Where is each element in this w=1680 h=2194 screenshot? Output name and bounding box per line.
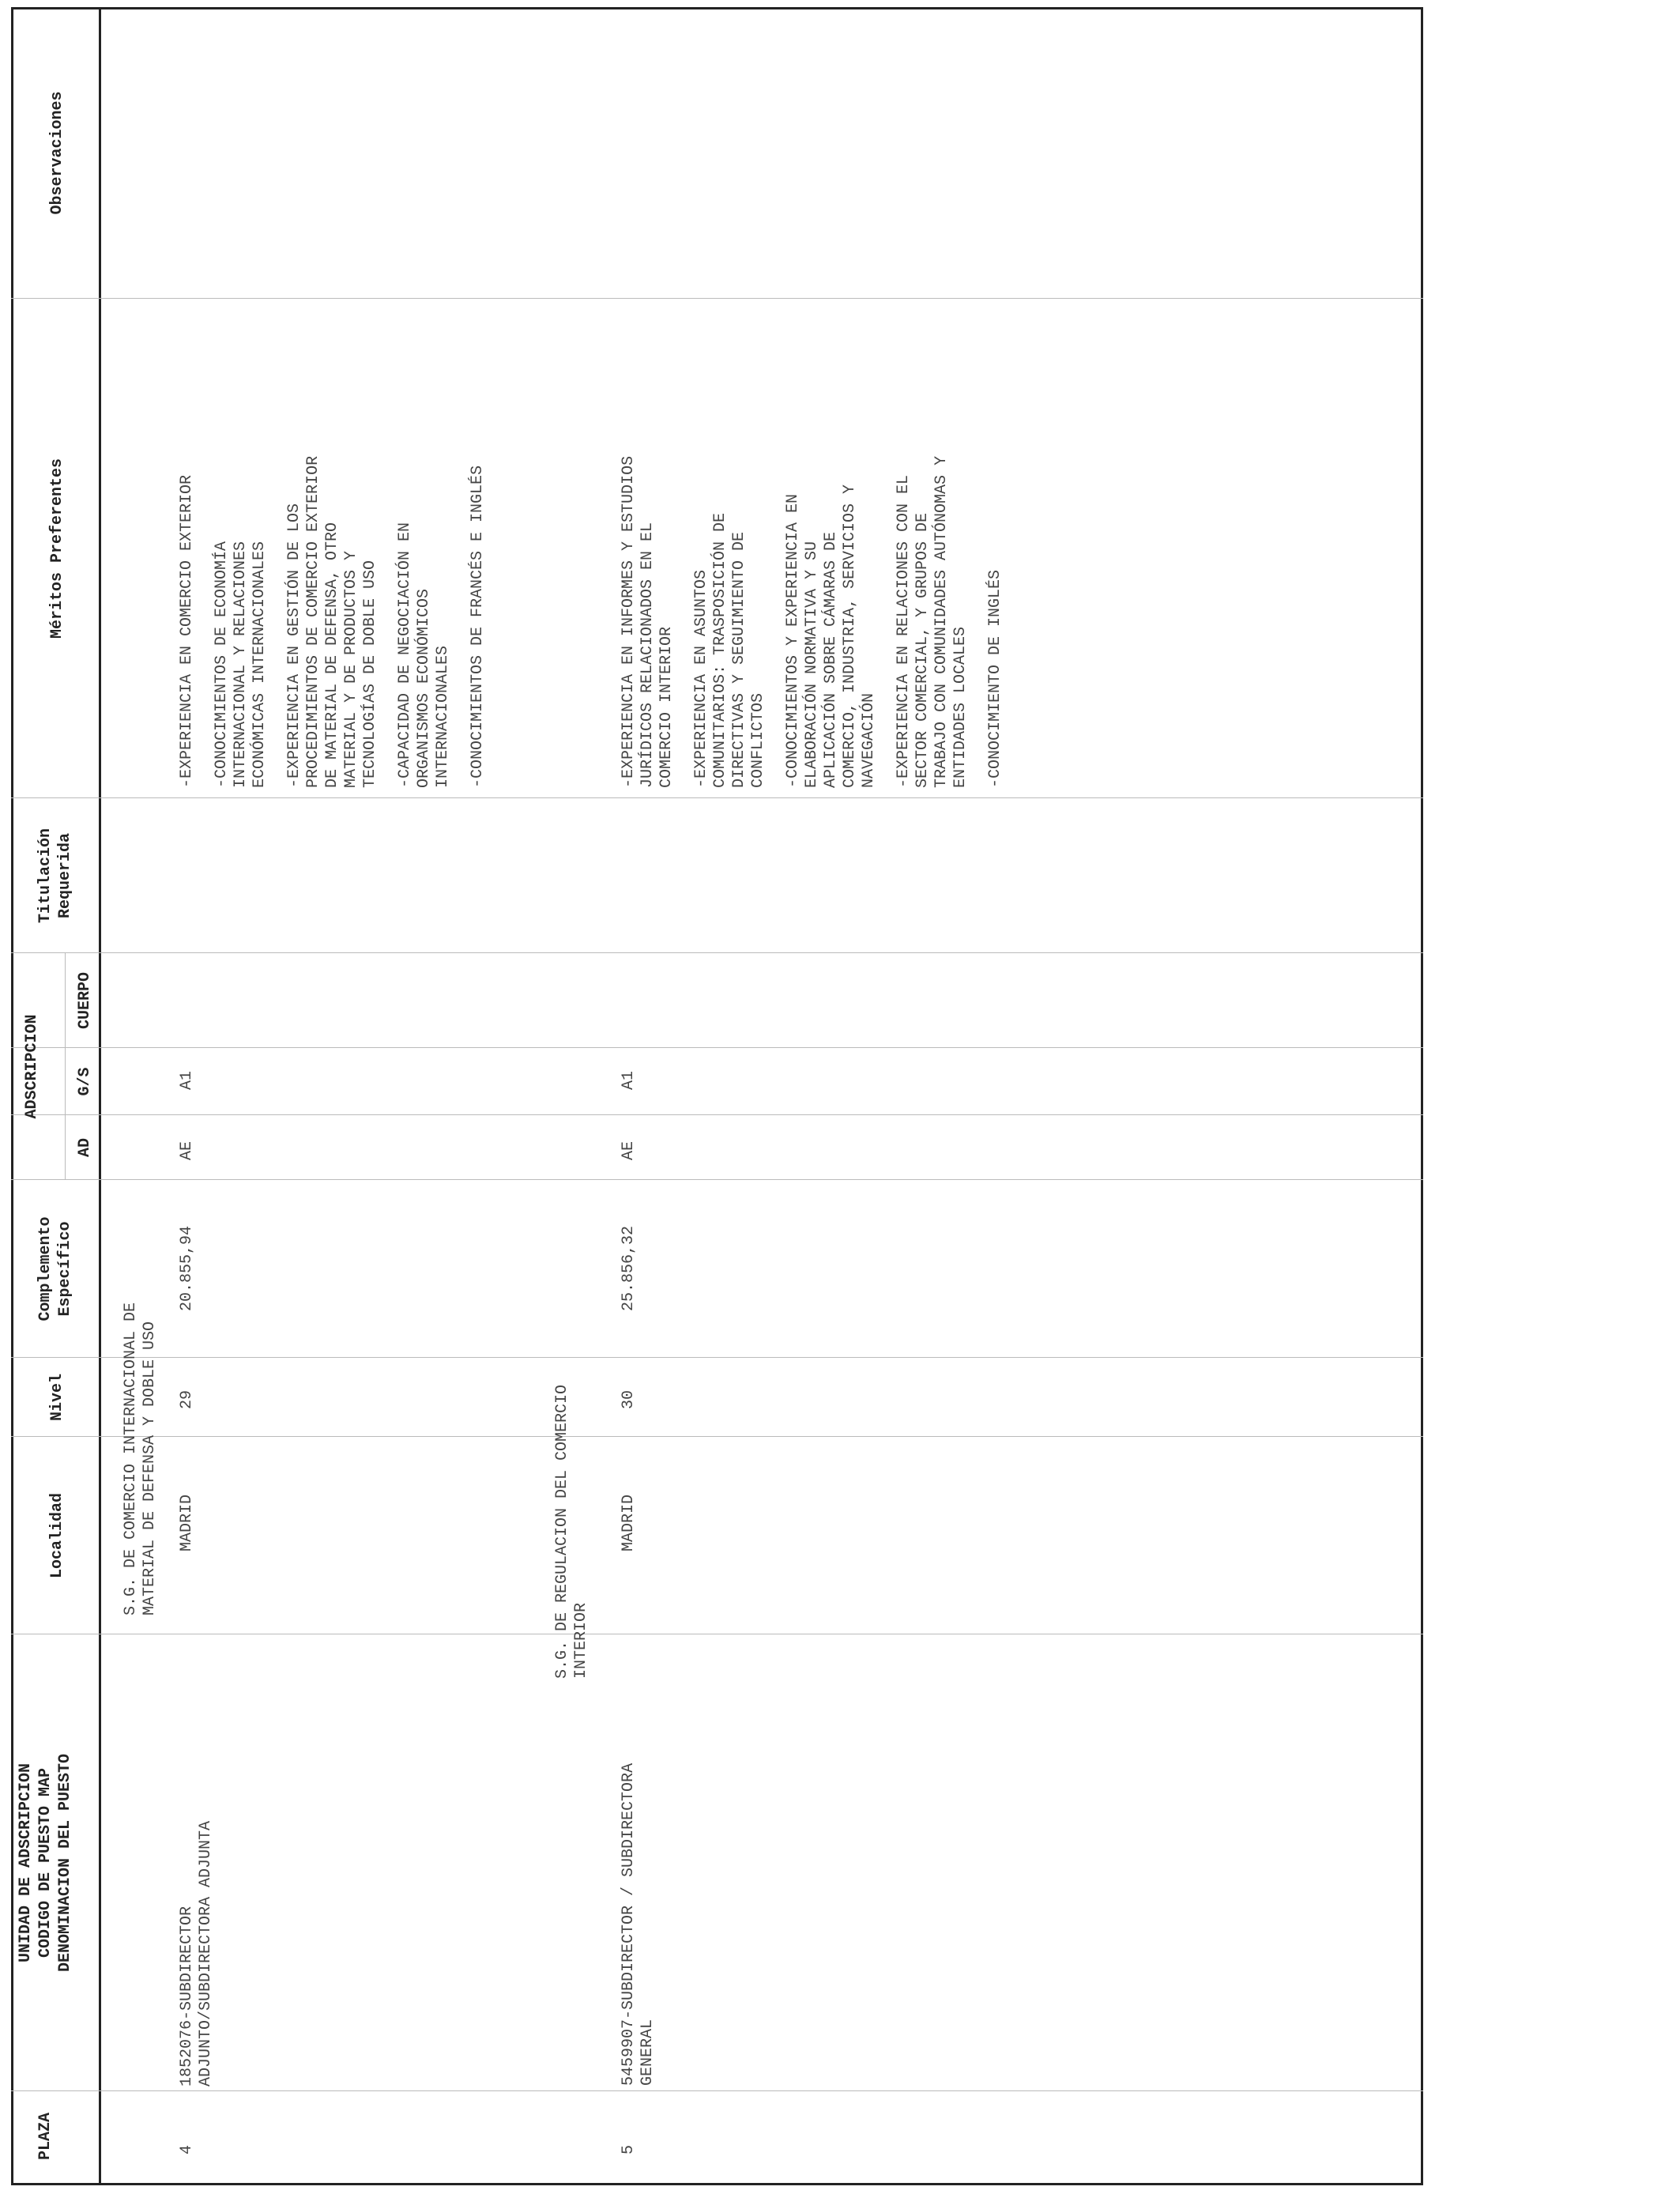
merito-item: -CONOCIMIENTOS DE FRANCÉS E INGLÉS [469, 465, 487, 788]
adscripcion-gs: A1 [178, 1070, 196, 1090]
header-gs: G/S [76, 1067, 94, 1096]
col-divider [11, 2090, 1423, 2091]
header-cuerpo: CUERPO [76, 972, 94, 1030]
merito-item: -EXPERIENCIA EN ASUNTOS COMUNITARIOS: TRASPOSICIÓN DE DIRECTIVAS Y SEGUIMIENTO DE CONFLICTOS [692, 512, 767, 788]
merito-item: -EXPERIENCIA EN COMERCIO EXTERIOR [178, 474, 196, 788]
header-nivel: Nivel [48, 1374, 66, 1422]
plaza-number: 4 [178, 2144, 196, 2154]
header-unidad: UNIDAD DE ADSCRIPCION CODIGO DE PUESTO MAP DENOMINACION DEL PUESTO [17, 1753, 74, 1973]
header-adscripcion: ADSCRIPCION [23, 1014, 41, 1119]
puesto-denominacion: 5459907-SUBDIRECTOR / SUBDIRECTORA GENERAL [620, 1762, 657, 2086]
adscripcion-divider [65, 953, 66, 1180]
merito-item: -CONOCIMIENTOS DE ECONOMÍA INTERNACIONAL Y RELACIONES ECONÓMICAS INTERNACIONALES [213, 541, 269, 788]
col-divider [11, 298, 1423, 299]
merito-item: -CONOCIMIENTOS Y EXPERIENCIA EN ELABORACIÓN NORMATIVA Y SU APLICACIÓN SOBRE CÁMARAS DE COMERCIO, INDUSTRIA, SERVICIOS Y NAVEGACIÓN [784, 484, 878, 788]
header-plaza: PLAZA [36, 2113, 55, 2161]
header-localidad: Localidad [48, 1492, 66, 1579]
header-meritos: Méritos Preferentes [48, 458, 66, 639]
header-titulacion: Titulación Requerida [36, 827, 74, 924]
localidad: MADRID [178, 1494, 196, 1551]
complemento-especifico: 25.856,32 [620, 1225, 638, 1311]
unit-name: S.G. DE REGULACION DEL COMERCIO INTERIOR [553, 1384, 590, 1679]
header-separator [99, 7, 101, 2185]
header-complemento: Complemento Específico [36, 1216, 74, 1321]
col-divider [11, 952, 1423, 953]
adscripcion-ad: AE [178, 1140, 196, 1160]
header-ad: AD [76, 1138, 94, 1158]
col-divider [11, 797, 1423, 798]
merito-item: -EXPERIENCIA EN RELACIONES CON EL SECTOR COMERCIAL, Y GRUPOS DE TRABAJO CON COMUNIDADES AUTÓNOMAS Y ENTIDADES LOCALES [895, 455, 970, 788]
meritos-list [178, 456, 503, 788]
nivel: 30 [620, 1389, 638, 1409]
nivel: 29 [178, 1389, 196, 1409]
header-observaciones: Observaciones [48, 91, 66, 215]
col-divider [11, 1436, 1423, 1437]
adscripcion-ad: AE [620, 1140, 638, 1160]
table-frame [11, 7, 1423, 2185]
merito-item: -CONOCIMIENTO DE INGLÉS [986, 569, 1004, 788]
unit-name: S.G. DE COMERCIO INTERNACIONAL DE MATERIAL DE DEFENSA Y DOBLE USO [122, 1302, 159, 1615]
merito-item: -EXPERIENCIA EN GESTIÓN DE LOS PROCEDIMIENTOS DE COMERCIO EXTERIOR DE MATERIAL DE DEFENSA, OTRO MATERIAL Y DE PRODUCTOS Y TECNOLOGÍAS DE DOBLE USO [285, 455, 379, 788]
plaza-number: 5 [620, 2144, 638, 2154]
merito-item: -CAPACIDAD DE NEGOCIACIÓN EN ORGANISMOS ECONÓMICOS INTERNACIONALES [396, 522, 452, 788]
complemento-especifico: 20.855,94 [178, 1225, 196, 1311]
col-divider [11, 1114, 1423, 1115]
merito-item: -EXPERIENCIA EN INFORMES Y ESTUDIOS JURÍDICOS RELACIONADOS EN EL COMERCIO INTERIOR [620, 455, 676, 788]
col-divider [11, 1357, 1423, 1358]
col-divider [11, 1179, 1423, 1180]
meritos-list [620, 456, 1021, 788]
localidad: MADRID [620, 1494, 638, 1551]
puesto-denominacion: 1852076-SUBDIRECTOR ADJUNTO/SUBDIRECTORA ADJUNTA [178, 1820, 215, 2087]
adscripcion-gs: A1 [620, 1070, 638, 1090]
col-divider [11, 1047, 1423, 1048]
